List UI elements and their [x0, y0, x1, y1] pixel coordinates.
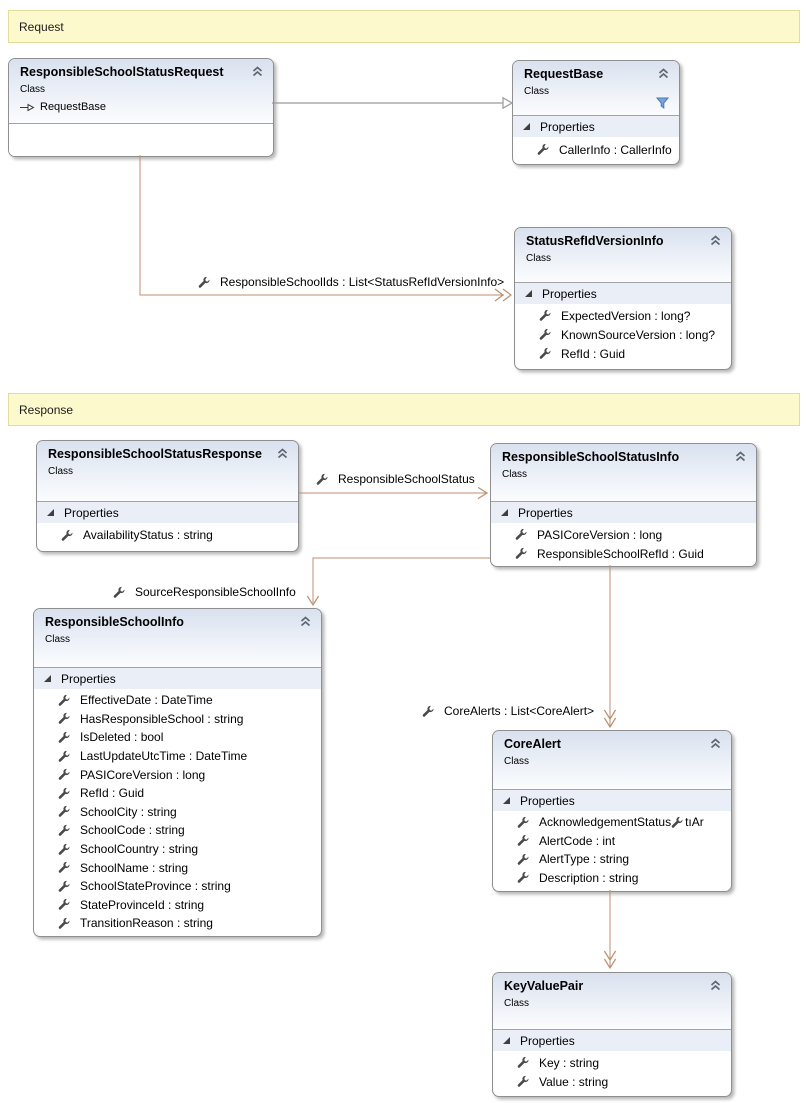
- class-title: RequestBase: [524, 67, 604, 81]
- property-text: LastUpdateUtcTime : DateTime: [80, 749, 248, 764]
- class-title: StatusRefIdVersionInfo: [526, 234, 664, 248]
- class-box-responsibleschoolstatusrequest[interactable]: [8, 58, 274, 157]
- association-corealert-to-keyvaluepair[interactable]: [604, 890, 615, 968]
- wrench-icon: [58, 824, 71, 837]
- compartment-label: Properties: [540, 119, 595, 134]
- class-box-responsibleschoolinfo[interactable]: [33, 608, 322, 937]
- wrench-icon: [58, 805, 71, 818]
- property-text: SchoolCountry : string: [80, 842, 199, 857]
- class-header: [513, 61, 679, 115]
- connector-label-text: ResponsibleSchoolIds : List<StatusRefIdVersionInfo>: [220, 275, 505, 289]
- association-source-responsible-school-info[interactable]: [307, 558, 490, 605]
- property-text: Value : string: [539, 1074, 609, 1089]
- property-list: [491, 523, 756, 563]
- inherits-arrow-icon: [20, 103, 35, 112]
- wrench-icon: [517, 853, 530, 866]
- property-text: HasResponsibleSchool : string: [80, 711, 244, 726]
- wrench-icon: [58, 750, 71, 763]
- wrench-icon: [517, 1056, 530, 1069]
- property-row[interactable]: [34, 784, 321, 803]
- property-text: PASICoreVersion : long: [80, 767, 206, 782]
- wrench-icon: [58, 917, 71, 930]
- property-row[interactable]: [34, 747, 321, 766]
- wrench-icon: [517, 834, 530, 847]
- class-header: [493, 973, 731, 1029]
- property-text: AlertCode : int: [539, 833, 616, 848]
- wrench-icon: [671, 816, 684, 829]
- property-text: StateProvinceId : string: [80, 897, 205, 912]
- wrench-icon: [539, 328, 552, 341]
- property-row[interactable]: [34, 840, 321, 859]
- collapse-chevron-icon[interactable]: [276, 448, 289, 459]
- property-text: IsDeleted : bool: [80, 730, 164, 745]
- property-list: [513, 137, 679, 160]
- property-row[interactable]: [491, 525, 756, 544]
- class-title: ResponsibleSchoolInfo: [45, 615, 184, 629]
- inherits-row: [20, 101, 106, 113]
- property-text: EffectiveDate : DateTime: [80, 693, 213, 708]
- compartment-label: Properties: [61, 671, 116, 686]
- wrench-icon: [61, 529, 74, 542]
- class-kind: Class: [504, 998, 530, 1009]
- property-row[interactable]: [515, 344, 731, 363]
- class-header: [37, 441, 298, 501]
- expander-icon[interactable]: [503, 1037, 510, 1044]
- comment-text: Request: [19, 19, 64, 34]
- property-row[interactable]: [491, 544, 756, 563]
- expander-icon[interactable]: [503, 797, 510, 804]
- property-text: TransitionReason : string: [80, 916, 213, 931]
- property-row[interactable]: [34, 896, 321, 915]
- property-text: RefId : Guid: [80, 786, 145, 801]
- properties-compartment-header[interactable]: [515, 283, 731, 304]
- class-kind: Class: [524, 86, 550, 97]
- wrench-icon: [539, 347, 552, 360]
- connector-label-source-responsible-school-info[interactable]: [113, 585, 296, 599]
- property-row[interactable]: [34, 710, 321, 729]
- properties-compartment-header[interactable]: [493, 790, 731, 811]
- wrench-icon: [198, 276, 211, 289]
- property-row[interactable]: [34, 821, 321, 840]
- properties-compartment-header[interactable]: [513, 116, 679, 137]
- collapse-chevron-icon[interactable]: [734, 451, 747, 462]
- wrench-icon: [517, 816, 530, 829]
- property-text: ExpectedVersion : long?: [561, 308, 691, 323]
- wrench-icon: [58, 898, 71, 911]
- property-row[interactable]: [493, 832, 731, 851]
- connector-label-core-alerts[interactable]: [422, 704, 594, 718]
- class-box-responsibleschoolstatusresponse[interactable]: [36, 440, 299, 552]
- expander-icon[interactable]: [47, 509, 54, 516]
- collapse-chevron-icon[interactable]: [299, 616, 312, 627]
- property-text: RefId : Guid: [561, 346, 626, 361]
- collapse-chevron-icon[interactable]: [709, 980, 722, 991]
- comment-bar-response[interactable]: [8, 393, 800, 426]
- collapse-chevron-icon[interactable]: [251, 66, 264, 77]
- expander-icon[interactable]: [525, 290, 532, 297]
- wrench-icon: [515, 547, 528, 560]
- properties-compartment: [37, 501, 298, 545]
- class-box-statusrefidversioninfo[interactable]: [514, 227, 732, 370]
- class-box-keyvaluepair[interactable]: [492, 972, 732, 1097]
- class-box-requestbase[interactable]: [512, 60, 680, 165]
- property-list: [493, 1051, 731, 1091]
- class-kind: Class: [45, 634, 71, 645]
- class-title: KeyValuePair: [504, 979, 584, 993]
- class-box-corealert[interactable]: [492, 730, 732, 892]
- property-text-overlay: tıAr: [685, 815, 704, 830]
- association-responsible-school-status[interactable]: [299, 487, 487, 498]
- property-row[interactable]: [493, 1072, 731, 1091]
- property-row[interactable]: [34, 691, 321, 710]
- properties-compartment-header[interactable]: [34, 668, 321, 689]
- association-core-alerts[interactable]: [604, 565, 615, 727]
- connector-label-text: ResponsibleSchoolStatus: [338, 472, 475, 486]
- collapse-chevron-icon[interactable]: [709, 738, 722, 749]
- expander-icon[interactable]: [44, 675, 51, 682]
- properties-compartment: [513, 115, 679, 160]
- connector-label-responsible-school-status[interactable]: [316, 472, 475, 486]
- properties-compartment: [493, 789, 731, 887]
- class-box-responsibleschoolstatusinfo[interactable]: [490, 443, 757, 567]
- connector-label-responsible-school-ids[interactable]: [198, 275, 504, 289]
- property-text: Key : string: [539, 1055, 600, 1070]
- class-title: ResponsibleSchoolStatusInfo: [502, 450, 680, 464]
- property-text: KnownSourceVersion : long?: [561, 327, 716, 342]
- class-header: [34, 609, 321, 667]
- compartment-label: Properties: [518, 505, 573, 520]
- properties-compartment: [515, 282, 731, 363]
- property-row[interactable]: [34, 765, 321, 784]
- class-title: ResponsibleSchoolStatusRequest: [20, 65, 224, 79]
- property-row[interactable]: [34, 728, 321, 747]
- class-header: [9, 59, 273, 123]
- property-text: AlertType : string: [539, 852, 630, 867]
- properties-compartment: [491, 501, 756, 563]
- property-text: AcknowledgementStatus: [539, 815, 672, 830]
- property-row[interactable]: [493, 813, 731, 832]
- property-row[interactable]: [493, 869, 731, 888]
- wrench-icon: [58, 843, 71, 856]
- wrench-icon: [58, 694, 71, 707]
- wrench-icon: [58, 787, 71, 800]
- property-text: PASICoreVersion : long: [537, 527, 663, 542]
- class-header: [491, 444, 756, 501]
- property-list: [37, 523, 298, 545]
- compartment-label: Properties: [520, 1033, 575, 1048]
- wrench-icon: [58, 731, 71, 744]
- class-kind: Class: [504, 756, 530, 767]
- connector-label-text: CoreAlerts : List<CoreAlert>: [444, 704, 595, 718]
- property-row[interactable]: [37, 525, 298, 545]
- wrench-icon: [515, 528, 528, 541]
- properties-compartment-header[interactable]: [493, 1030, 731, 1051]
- class-kind: Class: [502, 469, 528, 480]
- property-row[interactable]: [34, 877, 321, 896]
- property-row[interactable]: [34, 803, 321, 822]
- property-text: Description : string: [539, 870, 639, 885]
- property-text: SchoolStateProvince : string: [80, 879, 231, 894]
- expander-icon[interactable]: [501, 509, 508, 516]
- comment-text: Response: [19, 402, 74, 417]
- properties-compartment: [34, 667, 321, 933]
- compartment-label: Properties: [520, 793, 575, 808]
- compartment-label: Properties: [64, 505, 119, 520]
- compartment-label: Properties: [542, 286, 597, 301]
- property-list: [515, 304, 731, 363]
- empty-compartment: [9, 123, 273, 157]
- filter-icon[interactable]: [656, 97, 669, 109]
- class-kind: Class: [526, 253, 552, 264]
- property-row[interactable]: [515, 306, 731, 325]
- wrench-icon: [316, 473, 329, 486]
- property-text: SchoolName : string: [80, 860, 189, 875]
- inherits-name: RequestBase: [40, 101, 107, 113]
- connector-label-text: SourceResponsibleSchoolInfo: [135, 585, 296, 599]
- properties-compartment: [493, 1029, 731, 1091]
- property-row[interactable]: [34, 858, 321, 877]
- property-list: [34, 689, 321, 933]
- wrench-icon: [58, 768, 71, 781]
- property-text: ResponsibleSchoolRefId : Guid: [537, 546, 704, 561]
- wrench-icon: [58, 861, 71, 874]
- properties-compartment-header[interactable]: [491, 502, 756, 523]
- inheritance-connector-request-to-requestbase[interactable]: [272, 98, 512, 108]
- class-kind: Class: [48, 466, 74, 477]
- class-kind: Class: [20, 84, 46, 95]
- property-text: CallerInfo : CallerInfo: [559, 142, 672, 157]
- collapse-chevron-icon[interactable]: [709, 235, 722, 246]
- wrench-icon: [113, 586, 126, 599]
- property-row[interactable]: [515, 325, 731, 344]
- class-header: [515, 228, 731, 282]
- class-title: ResponsibleSchoolStatusResponse: [48, 447, 262, 461]
- wrench-icon: [517, 1075, 530, 1088]
- properties-compartment-header[interactable]: [37, 502, 298, 523]
- property-list: [493, 811, 731, 887]
- property-row[interactable]: [34, 914, 321, 933]
- comment-bar-request[interactable]: [8, 10, 800, 43]
- wrench-icon: [58, 880, 71, 893]
- wrench-icon: [537, 143, 550, 156]
- property-text: SchoolCity : string: [80, 804, 177, 819]
- collapse-chevron-icon[interactable]: [657, 68, 670, 79]
- class-title: CoreAlert: [504, 737, 561, 751]
- property-row[interactable]: [493, 850, 731, 869]
- wrench-icon: [422, 705, 435, 718]
- class-header: [493, 731, 731, 789]
- wrench-icon: [58, 712, 71, 725]
- property-text: AvailabilityStatus : string: [83, 528, 213, 542]
- property-text: SchoolCode : string: [80, 823, 185, 838]
- property-row[interactable]: [493, 1053, 731, 1072]
- property-row[interactable]: [513, 139, 679, 160]
- wrench-icon: [517, 871, 530, 884]
- wrench-icon: [539, 309, 552, 322]
- expander-icon[interactable]: [523, 123, 530, 130]
